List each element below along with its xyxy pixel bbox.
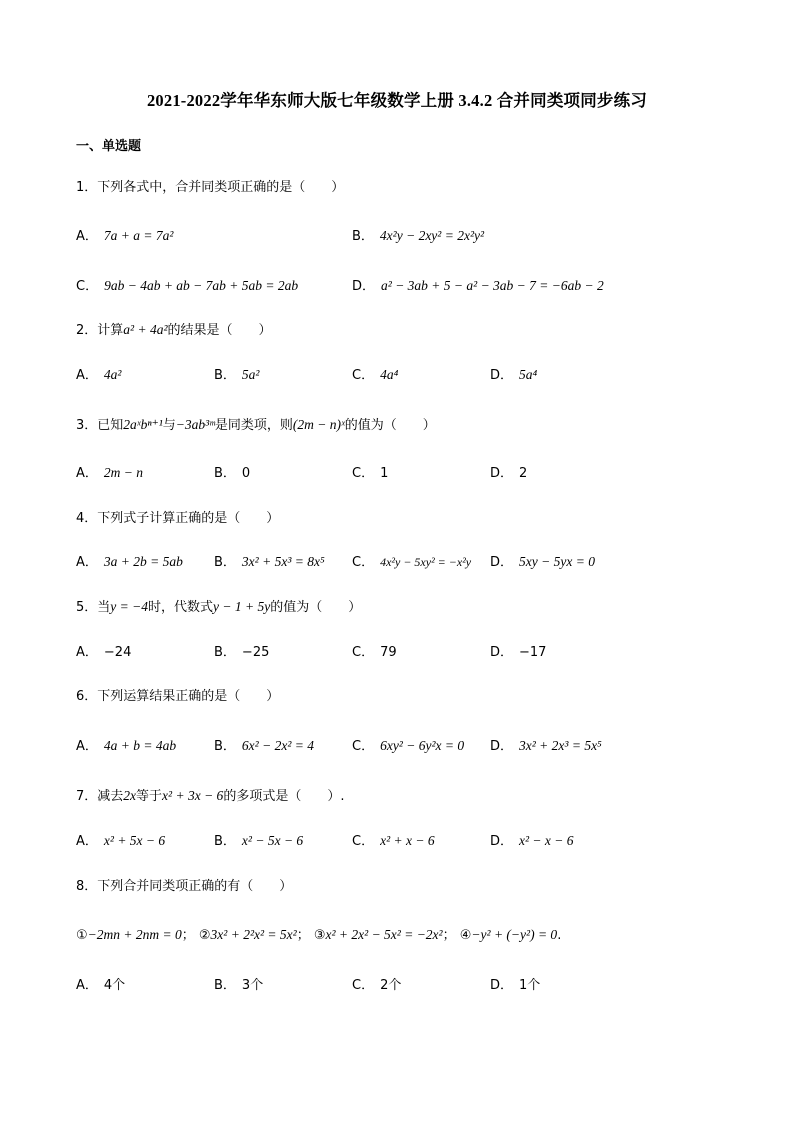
- question-4-stem: 4．下列式子计算正确的是（ ）: [76, 511, 280, 526]
- q1-option-d[interactable]: D． a² − 3ab + 5 − a² − 3ab − 7 = −6ab − 2: [352, 278, 604, 294]
- question-8-stem: 8．下列合并同类项正确的有（ ）: [76, 879, 293, 894]
- q6-option-c[interactable]: C． 6xy² − 6y²x = 0: [352, 738, 465, 754]
- q3-option-b[interactable]: B． 0: [214, 466, 251, 481]
- statement-4: ④−y² + (−y²) = 0.: [459, 927, 562, 943]
- q1-option-c[interactable]: C． 9ab − 4ab + ab − 7ab + 5ab = 2ab: [76, 278, 299, 294]
- q8-option-a[interactable]: A． 4个: [76, 978, 126, 993]
- question-2-stem: 2．计算a² + 4a²的结果是（ ）: [76, 322, 272, 338]
- q2-option-c[interactable]: C． 4a⁴: [352, 367, 399, 383]
- question-3-stem: 3．已知2aˣbⁿ⁺¹与−3ab³ᵐ是同类项，则(2m − n)ˣ的值为（ ）: [76, 417, 436, 433]
- question-1-stem: 1．下列各式中，合并同类项正确的是（ ）: [76, 180, 345, 195]
- q4-option-a[interactable]: A． 3a + 2b = 5ab: [76, 554, 183, 570]
- question-5-stem: 5．当y = −4时，代数式y − 1 + 5y的值为（ ）: [76, 599, 362, 615]
- q7-option-c[interactable]: C． x² + x − 6: [352, 833, 435, 849]
- q3-option-a[interactable]: A． 2m − n: [76, 465, 144, 481]
- statement-3: ③x² + 2x² − 5x² = −2x²；: [313, 927, 456, 943]
- q7-option-d[interactable]: D． x² − x − 6: [490, 833, 574, 849]
- q7-option-a[interactable]: A． x² + 5x − 6: [76, 833, 166, 849]
- q5-option-a[interactable]: A． −24: [76, 645, 132, 660]
- q8-option-d[interactable]: D． 1个: [490, 978, 541, 993]
- q6-option-b[interactable]: B． 6x² − 2x² = 4: [214, 738, 314, 754]
- question-6-stem: 6．下列运算结果正确的是（ ）: [76, 689, 280, 704]
- page-title: 2021-2022学年华东师大版七年级数学上册 3.4.2 合并同类项同步练习: [146, 91, 648, 110]
- q3-option-c[interactable]: C． 1: [352, 466, 389, 481]
- q2-option-a[interactable]: A． 4a²: [76, 367, 122, 383]
- q3-option-d[interactable]: D． 2: [490, 466, 528, 481]
- q7-option-b[interactable]: B． x² − 5x − 6: [214, 833, 304, 849]
- q4-option-c[interactable]: C． 4x²y − 5xy² = −x²y: [352, 555, 472, 570]
- q6-option-a[interactable]: A． 4a + b = 4ab: [76, 738, 177, 754]
- q4-option-b[interactable]: B． 3x² + 5x³ = 8x⁵: [214, 554, 325, 570]
- q4-option-d[interactable]: D． 5xy − 5yx = 0: [490, 554, 595, 570]
- q5-option-c[interactable]: C． 79: [352, 645, 397, 660]
- statement-2: ②3x² + 2²x² = 5x²；: [198, 927, 310, 943]
- q2-option-d[interactable]: D． 5a⁴: [490, 367, 538, 383]
- section-heading: 一、单选题: [76, 139, 142, 154]
- question-7-stem: 7．减去2x等于x² + 3x − 6的多项式是（ ）.: [76, 788, 345, 804]
- q1-option-b[interactable]: B． 4x²y − 2xy² = 2x²y²: [352, 228, 485, 244]
- q5-option-b[interactable]: B． −25: [214, 645, 270, 660]
- statement-1: ①−2mn + 2nm = 0；: [76, 927, 195, 943]
- question-8-statements: [76, 924, 561, 943]
- q2-option-b[interactable]: B． 5a²: [214, 367, 260, 383]
- q8-option-b[interactable]: B． 3个: [214, 978, 264, 993]
- q1-option-a[interactable]: A． 7a + a = 7a²: [76, 228, 174, 244]
- q5-option-d[interactable]: D． −17: [490, 645, 547, 660]
- q6-option-d[interactable]: D． 3x² + 2x³ = 5x⁵: [490, 738, 602, 754]
- q8-option-c[interactable]: C． 2个: [352, 978, 402, 993]
